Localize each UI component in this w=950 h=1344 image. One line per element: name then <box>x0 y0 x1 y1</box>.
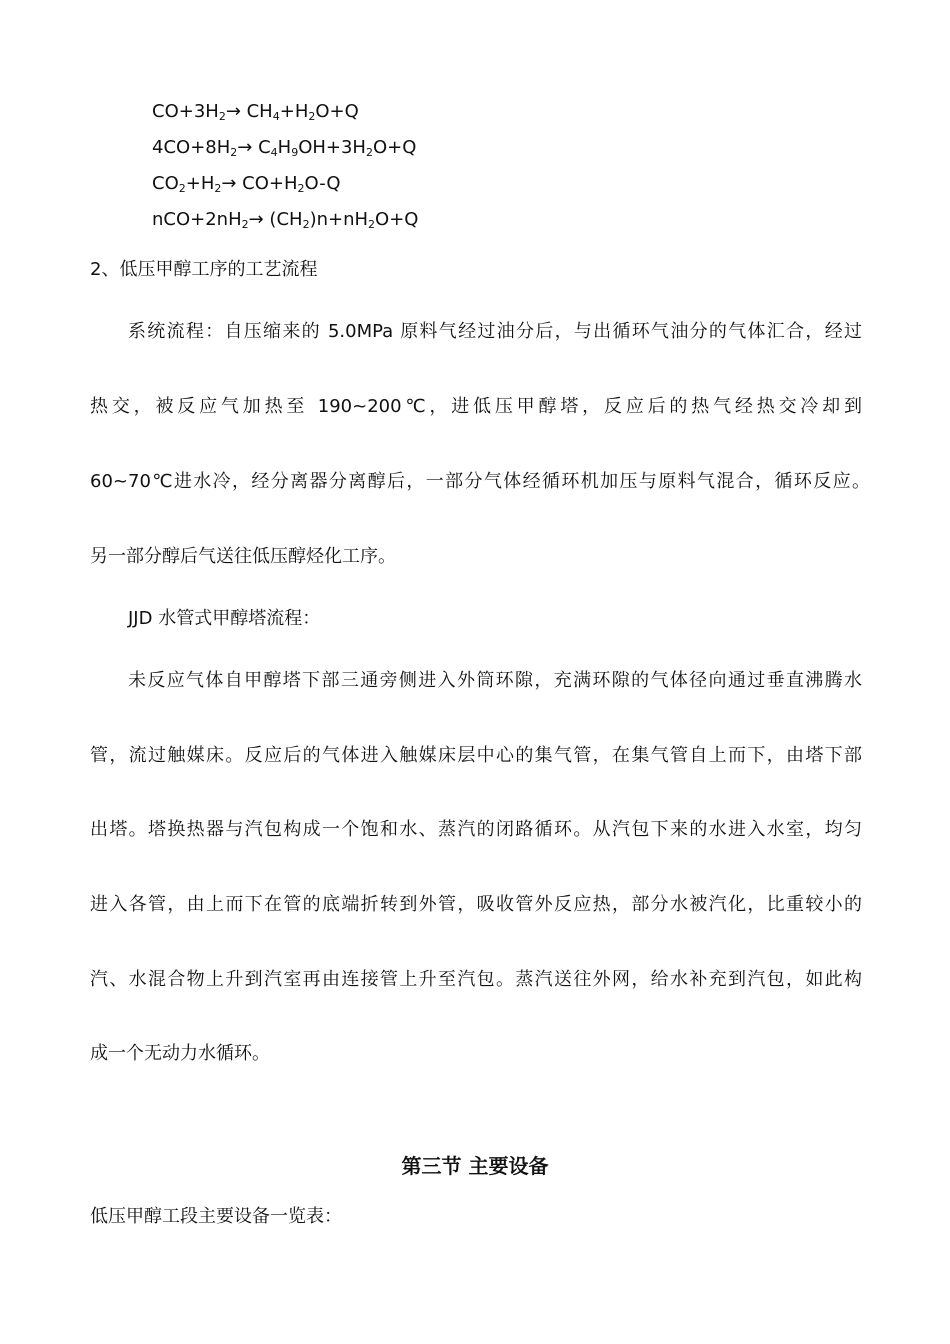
system-flow-line-1: 系统流程：自压缩来的 5.0MPa 原料气经过油分后，与出循环气油分的气体汇合，经过 <box>128 321 862 342</box>
section-2-title: 2、低压甲醇工序的工艺流程 <box>90 259 318 280</box>
jjd-flow-line-6: 成一个无动力水循环。 <box>90 1043 270 1064</box>
jjd-flow-line-3: 出塔。塔换热器与汽包构成一个饱和水、蒸汽的闭路循环。从汽包下来的水进入水室，均匀 <box>90 819 862 840</box>
system-flow-line-3: 60~70℃进水冷，经分离器分离醇后，一部分气体经循环机加压与原料气混合，循环反应。 <box>90 471 870 492</box>
section-3-heading: 第三节 主要设备 <box>401 1154 549 1178</box>
jjd-flow-line-4: 进入各管，由上而下在管的底端折转到外管，吸收管外反应热，部分水被汽化，比重较小的 <box>90 894 862 915</box>
system-flow-line-2: 热交，被反应气加热至 190~200℃，进低压甲醇塔，反应后的热气经热交冷却到 <box>90 396 862 417</box>
equation-2: $4CO+8H_2\to C_4H_9OH+3H_2O+Q$ <box>152 137 417 159</box>
system-flow-line-4: 另一部分醇后气送往低压醇烃化工序。 <box>90 546 396 567</box>
jjd-flow-line-1: 未反应气体自甲醇塔下部三通旁侧进入外筒环隙，充满环隙的气体径向通过垂直沸腾水 <box>128 670 862 691</box>
jjd-flow-line-5: 汽、水混合物上升到汽室再由连接管上升至汽包。蒸汽送往外网，给水补充到汽包，如此构 <box>90 969 862 990</box>
equation-4: $nCO+2nH_2\to (CH_2)n+nH_2O+Q$ <box>152 209 419 231</box>
equation-3: $CO_2+H_2\to CO+H_2O-Q$ <box>152 173 341 195</box>
equipment-list-intro: 低压甲醇工段主要设备一览表： <box>90 1206 342 1227</box>
equation-1: $CO+3H_2\to CH_4+H_2O+Q$ <box>152 101 359 123</box>
jjd-flow-line-2: 管，流过触媒床。反应后的气体进入触媒床层中心的集气管，在集气管自上而下，由塔下部 <box>90 745 862 766</box>
jjd-title: JJD 水管式甲醇塔流程： <box>128 608 321 629</box>
